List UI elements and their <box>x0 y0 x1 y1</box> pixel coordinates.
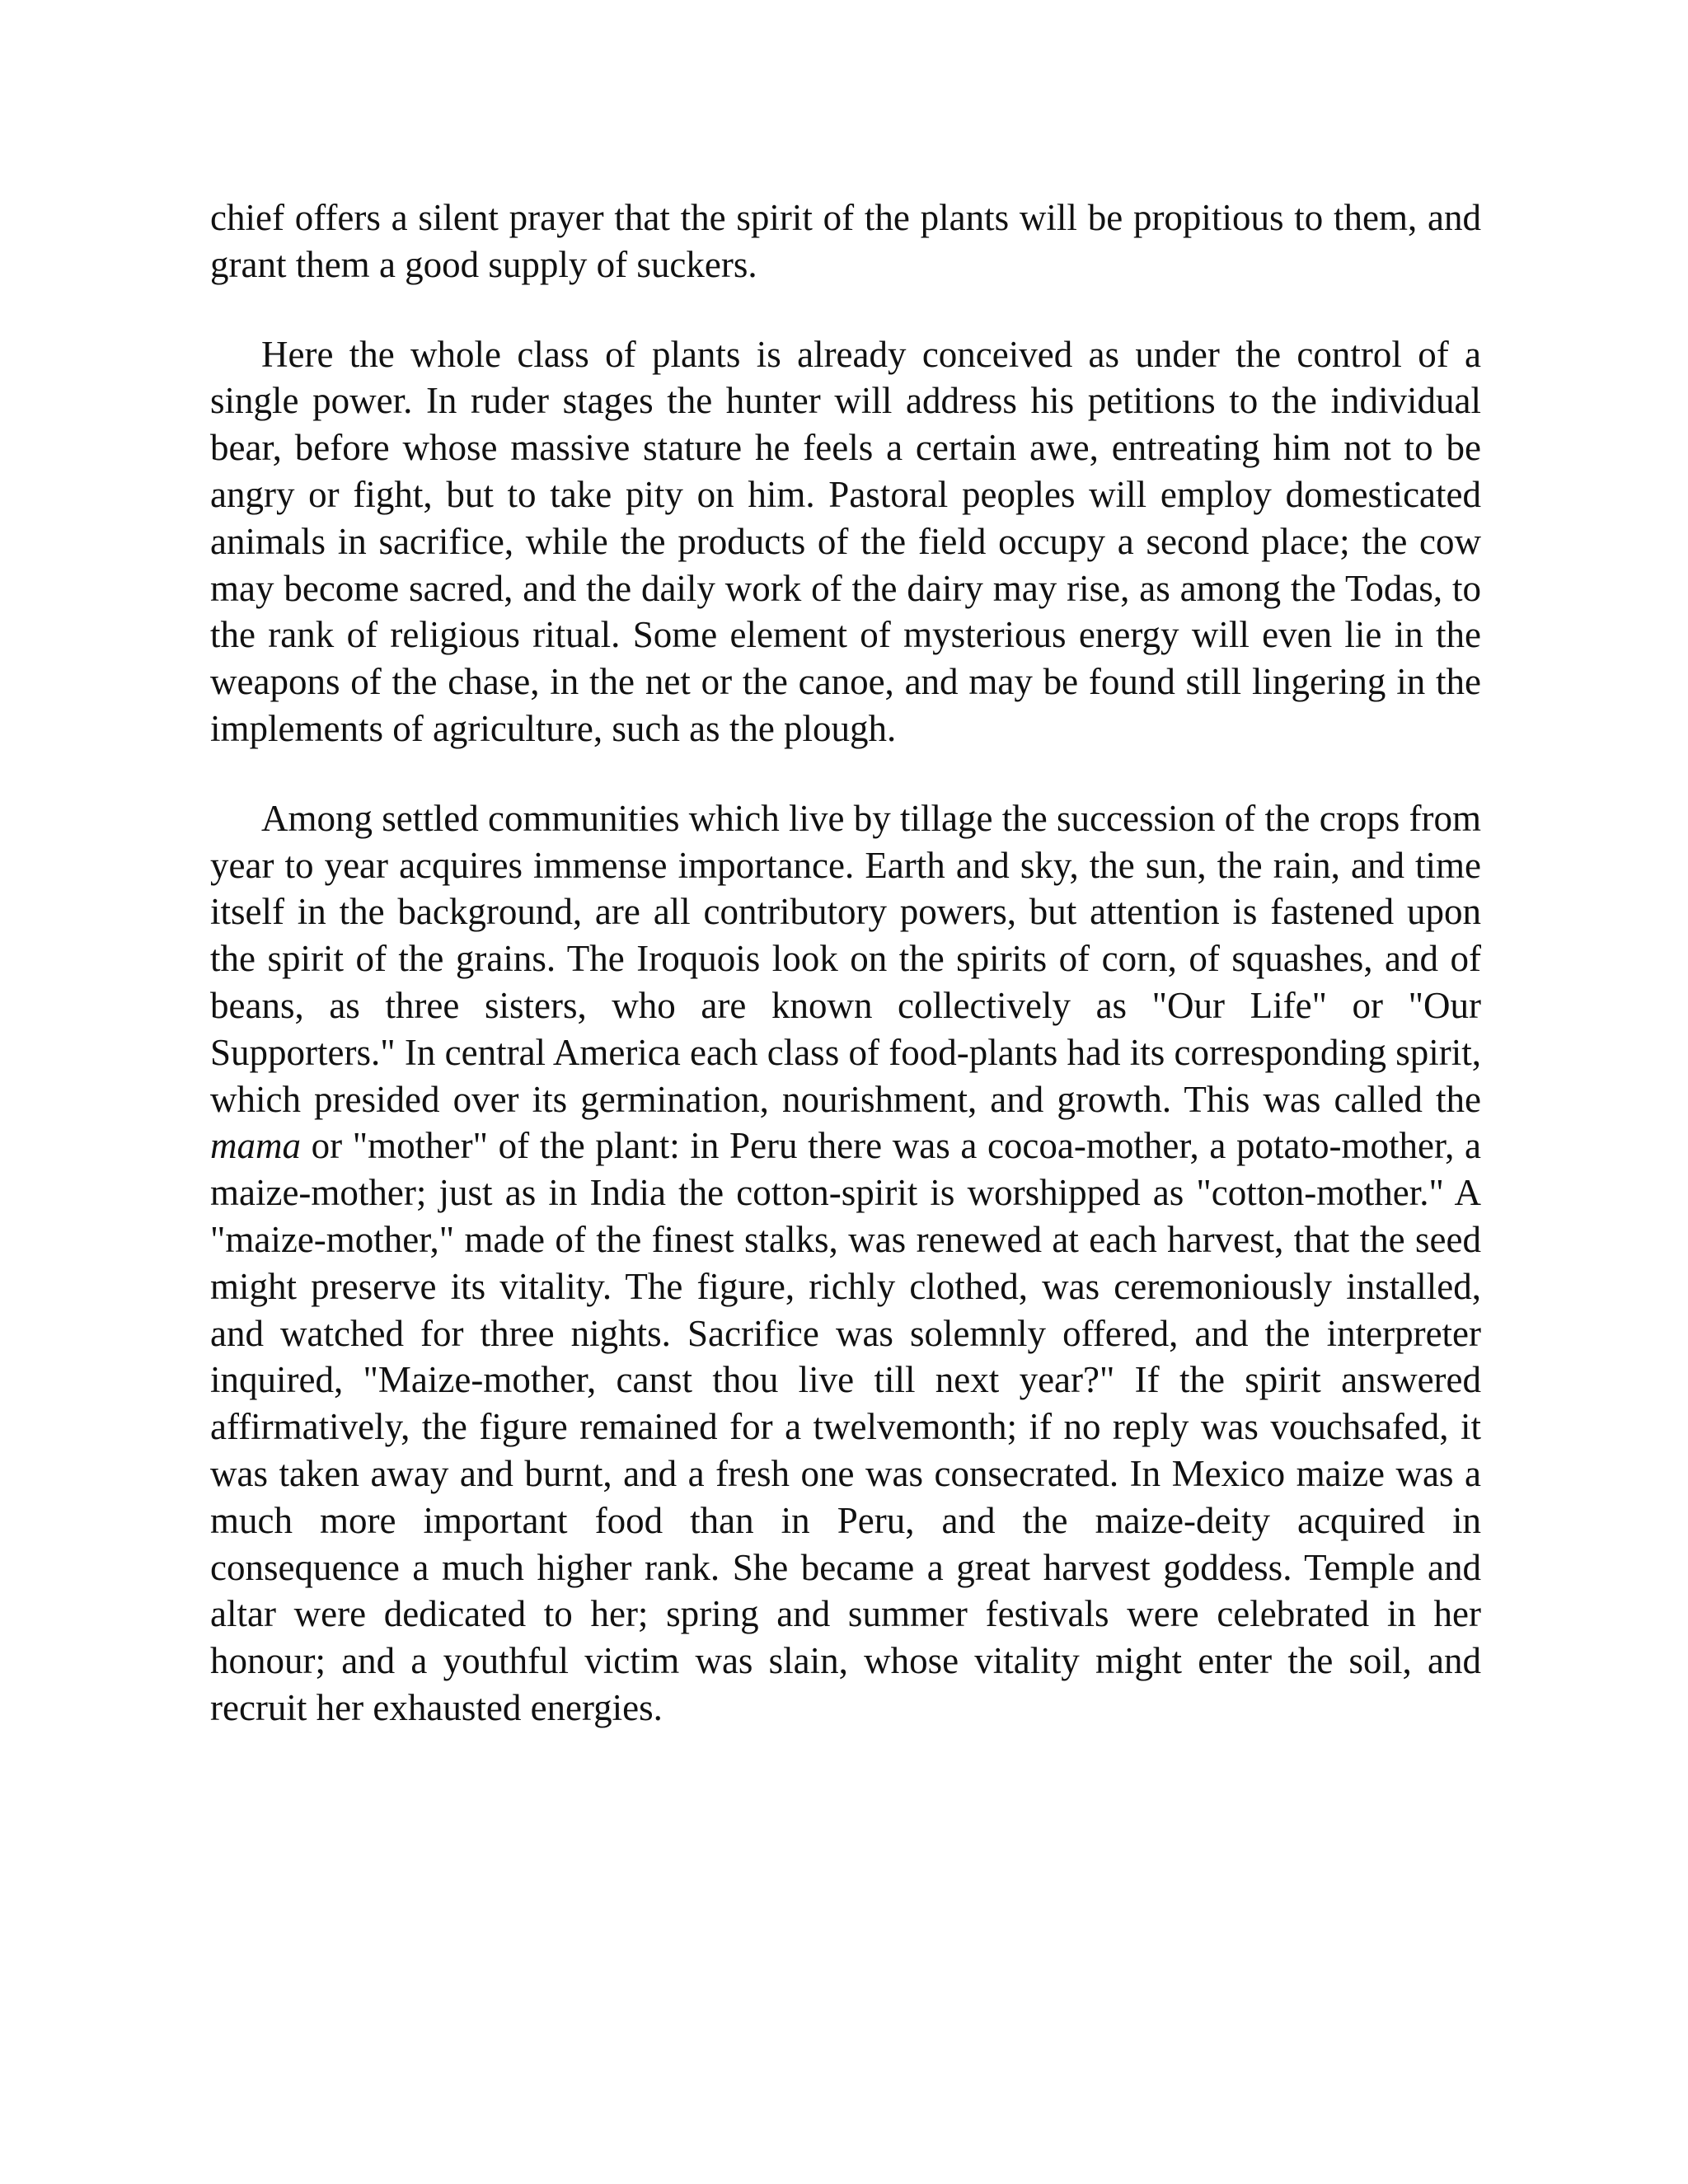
page-body <box>210 194 1481 1774</box>
paragraph-3-italic-term: mama <box>210 1125 301 1167</box>
paragraph-3-text-part-1: Among settled communities which live by tillage the succession of the crops from year to year acquires immense importance. Earth and sky, the sun, the rain, and time itself in the background, are all contributory powers, but attention is fastened upon the spirit of the grains. The Iroquois look on the spirits of corn, of squashes, and of beans, as three sisters, who are known collectively as "Our Life" or "Our Supporters." In central America each class of food-plants had its corresponding spirit, which presided over its germination, nourishment, and growth. This was called the <box>210 797 1481 1120</box>
paragraph-1 <box>210 194 1481 288</box>
paragraph-2-text: Here the whole class of plants is already conceived as under the control of a single power. In ruder stages the hunter will address his petitions to the individual bear, before whose massive stature he feels a certain awe, entreating him not to be angry or fight, but to take pity on him. Pastoral peoples will employ domesticated animals in sacrifice, while the products of the field occupy a second place; the cow may become sacred, and the daily work of the dairy may rise, as among the Todas, to the rank of religious ritual. Some element of mysterious energy will even lie in the weapons of the chase, in the net or the canoe, and may be found still lingering in the implements of agriculture, such as the plough. <box>210 333 1481 749</box>
paragraph-3 <box>210 795 1481 1732</box>
paragraph-3-text-part-2: or "mother" of the plant: in Peru there was a cocoa-mother, a potato-mother, a maize-mother; just as in India the cotton-spirit is worshipped as "cotton-mother." A "maize-mother," made of the finest stalks, was renewed at each harvest, that the seed might preserve its vitality. The figure, richly clothed, was ceremoniously installed, and watched for three nights. Sacrifice was solemnly offered, and the interpreter inquired, "Maize-mother, canst thou live till next year?" If the spirit answered affirmatively, the figure remained for a twelvemonth; if no reply was vouchsafed, it was taken away and burnt, and a fresh one was consecrated. In Mexico maize was a much more important food than in Peru, and the maize-deity acquired in consequence a much higher rank. She became a great harvest goddess. Temple and altar were dedicated to her; spring and summer festivals were celebrated in her honour; and a youthful victim was slain, whose vitality might enter the soil, and recruit her exhausted energies. <box>210 1125 1481 1728</box>
paragraph-2 <box>210 331 1481 752</box>
paragraph-1-text: chief offers a silent prayer that the spirit of the plants will be propitious to them, and grant them a good supply of suckers. <box>210 197 1481 285</box>
